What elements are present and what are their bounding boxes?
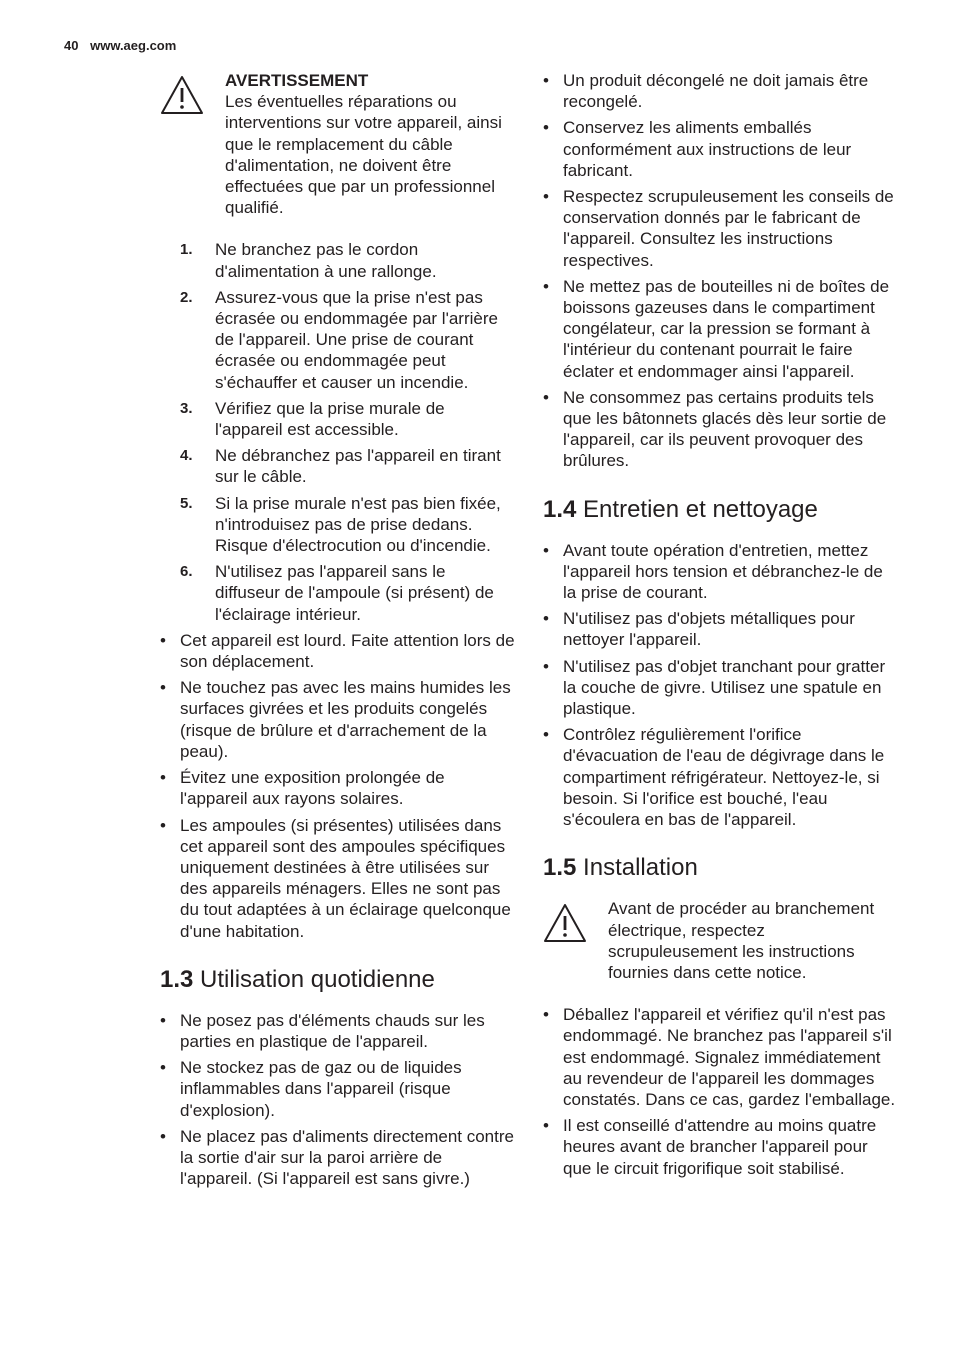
list-item — [543, 1115, 899, 1179]
item-text: Si la prise murale n'est pas bien fixée, n'introduisez pas de prise dedans. Risque d'électrocution ou d'incendie. — [215, 493, 501, 556]
right-column — [543, 70, 899, 1184]
bullet-marker: • — [543, 118, 549, 138]
list-item — [160, 1126, 515, 1190]
section-1-4-bullet-list — [543, 540, 899, 831]
bullet-marker: • — [543, 1116, 549, 1136]
item-text: Évitez une exposition prolongée de l'appareil aux rayons solaires. — [180, 768, 445, 809]
list-item — [160, 767, 515, 809]
page-header — [64, 38, 176, 53]
site-url[interactable]: www.aeg.com — [90, 38, 177, 53]
item-text: Ne branchez pas le cordon d'alimentation à une rallonge. — [215, 240, 437, 281]
warning-title: AVERTISSEMENT — [225, 71, 369, 90]
item-text: Avant toute opération d'entretien, mettez l'appareil hors tension et débranchez-le de la prise de courant. — [563, 540, 883, 603]
item-text: Ne posez pas d'éléments chauds sur les parties en plastique de l'appareil. — [180, 1010, 485, 1051]
section-heading-1-5: 1.5 Installation — [543, 854, 698, 882]
left-column — [160, 70, 515, 1194]
list-item — [160, 630, 515, 672]
list-item — [543, 387, 899, 472]
numbered-item — [180, 493, 515, 557]
bullet-marker: • — [543, 656, 549, 676]
bullet-marker: • — [543, 1005, 549, 1025]
item-text: Ne débranchez pas l'appareil en tirant sur le câble. — [215, 446, 501, 487]
bullet-marker: • — [543, 71, 549, 90]
item-text: Les ampoules (si présentes) utilisées dans cet appareil sont des ampoules spécifiques uniquement destinées à être utilisées sur des appareils ménagers. Elles ne sont pas du tout adaptées à un éclairage quelconque d'une habitation. — [180, 815, 511, 941]
list-item — [543, 186, 899, 271]
item-text: Conservez les aliments emballés conformément aux instructions de leur fabricant. — [563, 118, 852, 180]
warning-icon — [543, 898, 608, 983]
item-text: Ne mettez pas de bouteilles ni de boîtes de boissons gazeuses dans le compartiment congélateur, car la pression se formant à l'intérieur du contenant pourrait le faire éclater et endommager ainsi l'appareil. — [563, 276, 890, 381]
list-item — [543, 276, 899, 382]
item-number: 4. — [180, 447, 193, 465]
item-number: 2. — [180, 288, 193, 306]
bullet-marker: • — [160, 678, 166, 698]
list-item — [160, 815, 515, 942]
installation-warning-text: Avant de procéder au branchement électrique, respectez scrupuleusement les instructions fournies dans cette notice. — [608, 899, 875, 982]
bullet-marker: • — [543, 276, 549, 296]
bullet-marker: • — [160, 1010, 166, 1030]
section-1-5-bullet-list — [543, 1004, 899, 1179]
numbered-item — [180, 445, 515, 487]
numbered-item — [180, 239, 515, 281]
bullet-marker: • — [160, 1058, 166, 1078]
item-text: Contrôlez régulièrement l'orifice d'évacuation de l'eau de dégivrage dans le compartiment réfrigérateur. Nettoyez-le, si besoin. Si l'orifice est bouché, l'eau s'écoulera en bas de l'appareil. — [563, 725, 885, 830]
list-item — [543, 117, 899, 181]
list-item — [543, 540, 899, 604]
page-number: 40 — [64, 38, 79, 53]
numbered-list — [180, 239, 515, 624]
bullet-marker: • — [543, 609, 549, 629]
bullet-marker: • — [160, 1126, 166, 1146]
item-number: 3. — [180, 399, 193, 417]
list-item — [543, 1004, 899, 1110]
warning-block — [160, 70, 515, 218]
item-text: N'utilisez pas d'objets métalliques pour nettoyer l'appareil. — [563, 609, 855, 650]
numbered-item — [180, 287, 515, 393]
item-text: Ne stockez pas de gaz ou de liquides inflammables dans l'appareil (risque d'explosion). — [180, 1058, 462, 1120]
list-item — [160, 1010, 515, 1052]
item-text: Ne consommez pas certains produits tels que les bâtonnets glacés dès leur sortie de l'appareil, car ils peuvent provoquer des brûlures. — [563, 387, 887, 471]
list-item — [160, 1057, 515, 1121]
item-number: 5. — [180, 494, 193, 512]
right-top-bullet-list — [543, 70, 899, 472]
bullet-marker: • — [543, 387, 549, 407]
list-item — [543, 724, 899, 830]
left-bullet-list — [160, 630, 515, 942]
item-number: 1. — [180, 241, 193, 259]
warning-icon — [160, 70, 225, 218]
bullet-marker: • — [160, 815, 166, 835]
item-text: Un produit décongelé ne doit jamais être recongelé. — [563, 71, 869, 112]
bullet-marker: • — [543, 187, 549, 207]
installation-warning-block — [543, 898, 899, 983]
item-text: Ne touchez pas avec les mains humides les surfaces givrées et les produits congelés (risque de brûlure et d'arrachement de la peau). — [180, 678, 511, 761]
item-text: Respectez scrupuleusement les conseils de conservation donnés par le fabricant de l'appareil. Consultez les instructions respectives. — [563, 187, 894, 270]
bullet-marker: • — [160, 630, 166, 650]
item-text: Cet appareil est lourd. Faite attention lors de son déplacement. — [180, 630, 515, 672]
item-number: 6. — [180, 563, 193, 581]
section-1-3-bullet-list — [160, 1010, 515, 1190]
bullet-marker: • — [543, 540, 549, 560]
item-text: Vérifiez que la prise murale de l'appareil est accessible. — [215, 398, 445, 440]
bullet-marker: • — [160, 768, 166, 788]
item-text: N'utilisez pas d'objet tranchant pour gratter la couche de givre. Utilisez une spatule en plastique. — [563, 656, 886, 719]
numbered-item — [180, 398, 515, 440]
item-text: Ne placez pas d'aliments directement contre la sortie d'air sur la paroi arrière de l'appareil. (Si l'appareil est sans givre.) — [180, 1126, 514, 1189]
list-item — [543, 70, 899, 112]
bullet-marker: • — [543, 725, 549, 745]
section-heading-1-3: 1.3 Utilisation quotidienne — [160, 965, 435, 993]
section-heading-1-4: 1.4 Entretien et nettoyage — [543, 495, 818, 523]
warning-body: Les éventuelles réparations ou interventions sur votre appareil, ainsi que le remplacement du câble d'alimentation, ne doivent être effectuées que par un professionnel qualifié. — [225, 92, 502, 218]
numbered-item — [180, 561, 515, 625]
list-item — [543, 656, 899, 720]
item-text: Il est conseillé d'attendre au moins quatre heures avant de brancher l'appareil pour que le circuit frigorifique soit stabilisé. — [563, 1116, 877, 1178]
list-item — [160, 677, 515, 762]
item-text: N'utilisez pas l'appareil sans le diffuseur de l'ampoule (si présent) de l'éclairage intérieur. — [215, 562, 494, 624]
item-text: Déballez l'appareil et vérifiez qu'il n'est pas endommagé. Ne branchez pas l'appareil s'il est endommagé. Signalez immédiatement au revendeur de l'appareil les dommages constatés. Dans ce cas, gardez l'emballage. — [563, 1005, 896, 1109]
list-item — [543, 608, 899, 650]
item-text: Assurez-vous que la prise n'est pas écrasée ou endommagée par l'arrière de l'appareil. Une prise de courant écrasée ou endommagée peut s'échauffer et causer un incendie. — [215, 287, 498, 392]
